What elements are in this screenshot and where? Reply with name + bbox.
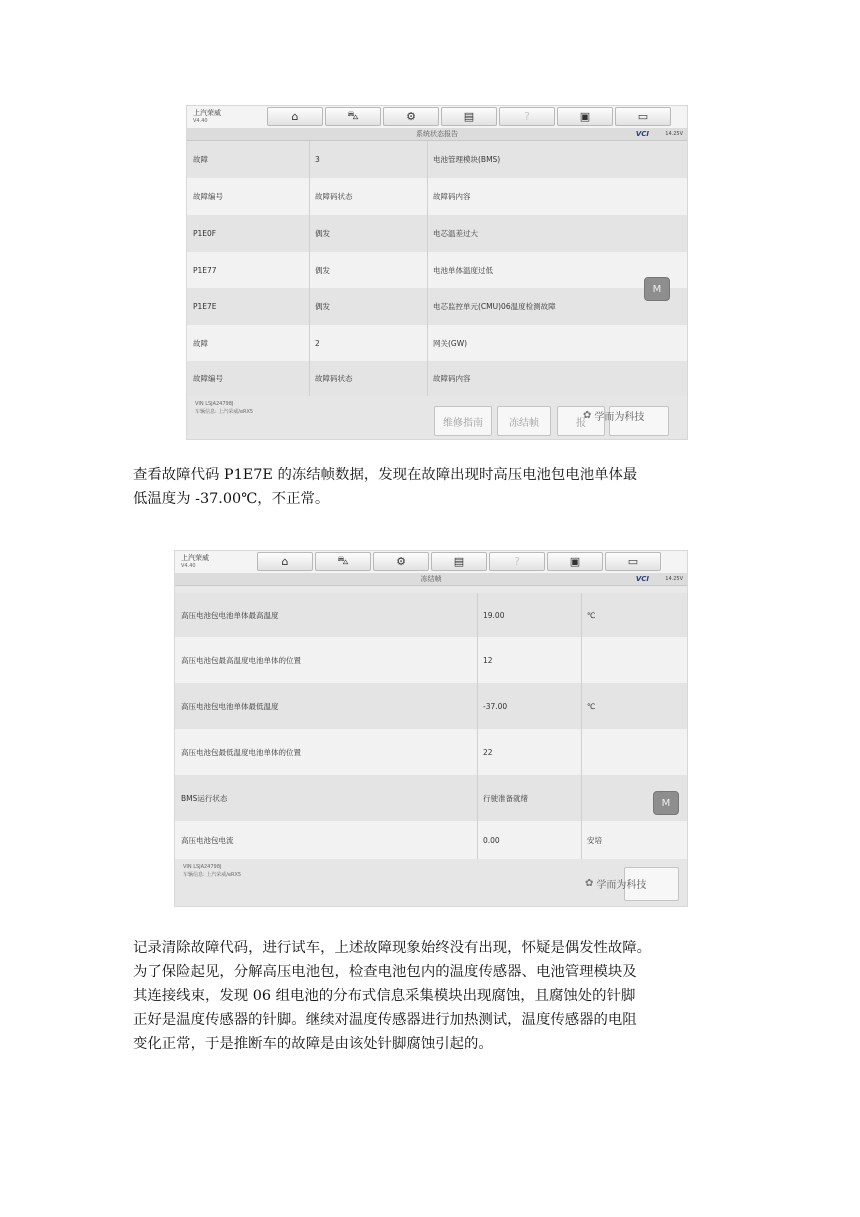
column-divider (309, 141, 310, 396)
brand (193, 109, 221, 125)
table-cell: 故障码内容 (433, 374, 471, 383)
table-cell: 高压电池包电池单体最高温度 (181, 610, 279, 620)
table-cell (581, 729, 687, 775)
table-row[interactable] (175, 821, 687, 860)
table-cell: 电芯温差过大 (433, 229, 478, 238)
floating-m-button[interactable]: M (644, 277, 670, 301)
freeze-frame-table (175, 593, 687, 859)
screen-title: 系统状态报告 (416, 130, 458, 138)
table-cell: 故障编号 (193, 192, 223, 201)
table-cell: 高压电池包最低温度电池单体的位置 (181, 747, 301, 757)
printer-icon[interactable]: ▤ (431, 552, 487, 571)
table-row[interactable] (175, 683, 687, 730)
toolbar-buttons (257, 552, 663, 571)
table-cell: 高压电池包最高温度电池单体的位置 (181, 655, 301, 665)
repair-guide-button[interactable]: 维修指南 (434, 406, 492, 436)
table-cell: P1E7E (193, 302, 217, 311)
top-toolbar (175, 551, 687, 574)
toolbar-buttons (267, 107, 673, 126)
battery-voltage: 14.25V (665, 131, 683, 137)
vin-label: VIN LSJA24798J (195, 401, 234, 407)
paragraph-line: 其连接线束，发现 06 组电池的分布式信息采集模块出现腐蚀，且腐蚀处的针脚 (133, 988, 636, 1004)
message-icon[interactable]: ▭ (615, 107, 671, 126)
diagnostic-screenshot-system-report (187, 106, 687, 439)
save-icon[interactable]: ▣ (557, 107, 613, 126)
table-cell: 3 (315, 155, 320, 164)
watermark-text: 学而为科技 (596, 880, 647, 891)
vehicle-info (195, 400, 253, 416)
table-cell: ℃ (587, 701, 596, 711)
table-cell: 网关(GW) (433, 338, 468, 348)
watermark (585, 876, 646, 891)
paragraph-line: 低温度为 -37.00℃，不正常。 (133, 491, 330, 507)
table-cell: 电池管理模块(BMS) (433, 155, 501, 164)
table-cell: 偶发 (315, 265, 330, 275)
table-cell: 2 (315, 338, 320, 348)
table-row[interactable] (187, 252, 687, 289)
car-icon[interactable]: ⛍ (325, 107, 381, 126)
paragraph-line: 记录清除故障代码，进行试车，上述故障现象始终没有出现，怀疑是偶发性故障。 (133, 940, 652, 956)
table-row[interactable] (187, 178, 687, 216)
table-cell: 22 (483, 747, 493, 757)
column-divider (477, 593, 478, 859)
table-row[interactable] (187, 141, 687, 179)
home-icon[interactable]: ⌂ (257, 552, 313, 571)
help-icon[interactable]: ? (499, 107, 555, 126)
table-cell: 故障编号 (193, 374, 223, 383)
paragraph-line: 查看故障代码 P1E7E 的冻结帧数据，发现在故障出现时高压电池包电池单体最 (133, 467, 638, 483)
version-label: V4.40 (193, 118, 208, 124)
table-cell: 高压电池包电池单体最低温度 (181, 701, 279, 711)
version-label: V4.40 (181, 563, 196, 569)
table-cell: 12 (483, 655, 493, 665)
home-icon[interactable]: ⌂ (267, 107, 323, 126)
brand-name: 上汽荣威 (193, 109, 221, 117)
table-cell: 行驶准备就绪 (483, 793, 528, 803)
table-cell: 故障 (193, 155, 208, 164)
wechat-icon: ✿ (585, 878, 594, 889)
brand-name: 上汽荣威 (181, 554, 209, 562)
screen-title: 冻结帧 (420, 575, 442, 583)
table-cell: 0.00 (483, 835, 500, 845)
table-cell: 安培 (587, 835, 602, 845)
table-cell (581, 637, 687, 683)
table-row[interactable] (175, 637, 687, 684)
vehicle-info (183, 863, 241, 879)
paragraph-2 (133, 936, 733, 1056)
vehicle-label: 车辆信息: 上汽荣威/eRX5 (183, 872, 242, 878)
column-divider (427, 141, 428, 396)
table-cell: -37.00 (483, 701, 508, 711)
fault-table (187, 141, 687, 396)
paragraph-1 (133, 463, 733, 511)
table-cell: 偶发 (315, 302, 330, 311)
table-cell: BMS运行状态 (181, 793, 228, 803)
help-icon[interactable]: ? (489, 552, 545, 571)
table-cell: 高压电池包电流 (181, 835, 234, 845)
table-cell: P1E0F (193, 229, 217, 238)
table-row[interactable] (175, 775, 687, 822)
watermark (583, 408, 644, 423)
paragraph-line: 变化正常，于是推断车的故障是由该处针脚腐蚀引起的。 (133, 1036, 493, 1052)
freeze-frame-button[interactable]: 冻结帧 (497, 406, 551, 436)
table-row[interactable] (175, 729, 687, 776)
title-bar (175, 573, 687, 586)
column-divider (581, 593, 582, 859)
table-cell: 故障码内容 (433, 192, 471, 201)
table-cell: P1E77 (193, 265, 217, 275)
gear-icon[interactable]: ⚙ (373, 552, 429, 571)
message-icon[interactable]: ▭ (605, 552, 661, 571)
table-cell: 故障 (193, 338, 208, 348)
gear-icon[interactable]: ⚙ (383, 107, 439, 126)
paragraph-line: 为了保险起见，分解高压电池包，检查电池包内的温度传感器、电池管理模块及 (133, 964, 637, 980)
table-cell: ℃ (587, 610, 596, 620)
vin-label: VIN LSJA24798J (183, 864, 222, 870)
table-cell: 19.00 (483, 610, 505, 620)
table-row[interactable] (187, 325, 687, 362)
table-row[interactable] (175, 593, 687, 638)
table-cell: 故障码状态 (315, 374, 353, 383)
top-toolbar (187, 106, 687, 129)
paragraph-line: 正好是温度传感器的针脚。继续对温度传感器进行加热测试，温度传感器的电阻 (133, 1012, 637, 1028)
floating-m-button[interactable]: M (653, 791, 679, 815)
footer-bar (187, 396, 687, 439)
wechat-icon: ✿ (583, 410, 592, 421)
diagnostic-screenshot-freeze-frame (175, 551, 687, 906)
footer-bar (175, 859, 687, 906)
vci-indicator: VCI (635, 130, 649, 138)
table-cell: 故障码状态 (315, 192, 353, 201)
save-icon[interactable]: ▣ (547, 552, 603, 571)
table-cell: 电池单体温度过低 (433, 265, 493, 275)
table-cell: 偶发 (315, 229, 330, 238)
brand (181, 554, 209, 570)
battery-voltage: 14.25V (665, 576, 683, 582)
report-button[interactable]: 报 (557, 406, 605, 436)
table-row[interactable] (187, 288, 687, 326)
table-row[interactable] (187, 215, 687, 253)
watermark-text: 学而为科技 (594, 412, 645, 423)
printer-icon[interactable]: ▤ (441, 107, 497, 126)
title-bar (187, 128, 687, 141)
car-icon[interactable]: ⛍ (315, 552, 371, 571)
vehicle-label: 车辆信息: 上汽荣威/eRX5 (195, 409, 254, 415)
table-row[interactable] (187, 361, 687, 397)
table-cell: 电芯监控单元(CMU)06温度检测故障 (433, 302, 556, 311)
vci-indicator: VCI (635, 575, 649, 583)
